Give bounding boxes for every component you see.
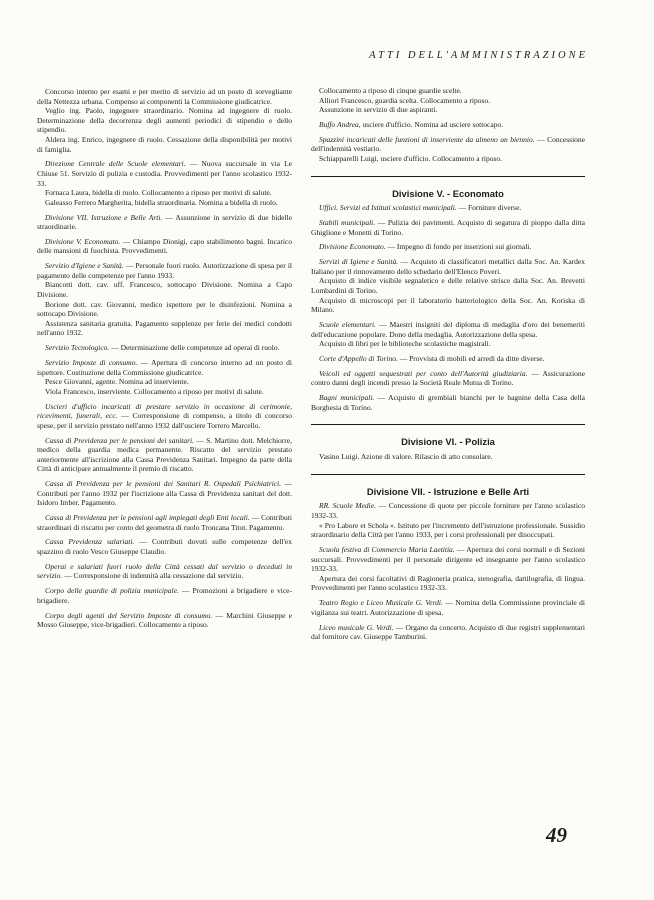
paragraph-text: — Contributi dovuti sulle competenze dell'ex spazzino di ruolo Vesco Giuseppe Claudio.	[37, 537, 293, 556]
paragraph-text: — S. Martino dott. Melchiorre, medico della guardia medica permanente. Riscatto del servizio prestato anteriormente all'iscrizione alla Cassa Previdenza Sanitari. Impegno da parte della Città di anticipare annualmente il premio di riscatto.	[37, 435, 292, 474]
paragraph	[37, 402, 292, 431]
paragraph	[311, 242, 585, 252]
paragraph-heading: Direzione Centrale delle Scuole elementari.	[45, 159, 186, 169]
section-rule	[311, 424, 585, 425]
paragraph-text: — Nomina della Commissione provinciale di vigilanza sui teatri. Autorizzazione di spesa.	[311, 598, 586, 617]
paragraph-text: Borione dott. cav. Giovanni, medico ispettore per le disinfezioni. Nomina a sottocapo Divisione.	[37, 299, 292, 319]
paragraph-text: — Apertura di concorso interno ad un posto di ispettore. Costituzione della Commissione giudicatrice.	[37, 357, 293, 377]
paragraph-text: — Impegno di fondo per inserzioni sui giornali.	[385, 242, 532, 252]
section-polizia-body	[311, 452, 585, 462]
paragraph	[311, 393, 585, 412]
paragraph	[311, 203, 585, 213]
paragraph	[37, 198, 292, 208]
paragraph	[311, 521, 585, 540]
paragraph-heading: RR. Scuole Medie.	[319, 501, 376, 511]
paragraph-heading: Servizio Tecnologico.	[45, 343, 110, 353]
paragraph	[37, 377, 292, 387]
paragraph-text: — Assunzione in servizio di due bidelle straordinarie.	[37, 212, 292, 232]
paragraph-text: — Promozioni a brigadiere e vice-brigadiere.	[37, 586, 292, 605]
paragraph	[37, 358, 292, 377]
paragraph	[37, 188, 292, 198]
paragraph	[37, 387, 292, 397]
paragraph-text: — Provvista di mobili ed arredi da ditte diverse.	[397, 353, 545, 363]
paragraph	[37, 213, 292, 232]
paragraph	[37, 261, 292, 280]
section-title-economato: Divisione V. - Economato	[392, 187, 504, 199]
paragraph-text: — Chiampo Dionigi, capo stabilimento bagni. Incarico delle mansioni di fuochista. Provvedimenti.	[37, 236, 292, 256]
paragraph	[311, 296, 585, 315]
paragraph-text: Collocamento a riposo di cinque guardie scelte.	[319, 86, 462, 95]
paragraph	[311, 218, 585, 237]
paragraph	[37, 562, 292, 581]
paragraph-heading: Bagni municipali.	[319, 393, 375, 403]
paragraph	[311, 339, 585, 349]
paragraph-text: — Organo da concerto. Acquisto di due registri supplementari dal fornitore cav. Giuseppe Tamburini.	[311, 622, 585, 642]
paragraph-text: — Corresponsione di indennità alla cessazione dal servizio.	[62, 571, 244, 581]
paragraph	[37, 237, 292, 256]
paragraph	[37, 513, 292, 532]
paragraph	[311, 120, 585, 130]
paragraph	[311, 86, 585, 96]
paragraph-heading: Uscieri d'ufficio incaricati di prestare servizio in occasione di cerimonie, ricevimenti, funerali, ecc.	[37, 401, 292, 421]
paragraph	[37, 300, 292, 319]
paragraph	[37, 343, 292, 353]
paragraph	[37, 106, 292, 135]
paragraph-heading: Corpo degli agenti del Servizio Imposte di consumo.	[45, 610, 213, 620]
left-column	[37, 87, 292, 630]
paragraph	[311, 276, 585, 295]
paragraph	[311, 96, 585, 106]
paragraph-heading: Scuole elementari.	[319, 320, 376, 329]
paragraph-heading: Corte d'Appello di Torino.	[319, 353, 398, 363]
paragraph-text: Aldera ing. Enrico, ingegnere di ruolo. Cessazione della disponibilità per motivi di famiglia.	[37, 134, 292, 154]
paragraph	[37, 159, 292, 188]
paragraph-text: Viola Francesco, inserviente. Collocamento a riposo per motivi di salute.	[45, 386, 264, 396]
paragraph-text: Assistenza sanitaria gratuita. Pagamento supplenze per ferie dei medici condotti nell'anno 1932.	[37, 318, 292, 338]
paragraph-heading: Buffo Andrea,	[319, 119, 361, 129]
paragraph	[37, 135, 292, 154]
section-title-istruzione: Divisione VII. - Istruzione e Belle Arti	[366, 485, 530, 497]
paragraph-text: — Concessione dell'indennità vestiario.	[311, 134, 585, 154]
paragraph-heading: Servizi di Igiene e Sanità.	[319, 257, 399, 267]
paragraph-text: Veglio ing. Paolo, ingegnere straordinario. Nomina ad ingegnere di ruolo. Determinazione della decorrenza degli aumenti periodici di stipendio e dello stipendio.	[37, 106, 292, 135]
paragraph-text: — Concessione di quote per piccole forniture per l'anno scolastico 1932-33.	[311, 501, 585, 521]
paragraph-text: Biancotti dott. cav. uff. Francesco, sottocapo Divisione. Nomina a Capo Divisione.	[37, 280, 292, 300]
paragraph	[37, 586, 292, 605]
paragraph-text: — Pulizia dei pavimenti. Acquisto di segatura di pioppo dalla ditta Ghiglione e Monetti di Torino.	[311, 218, 586, 237]
section-economato-body	[311, 203, 585, 412]
paragraph-heading: Cassa Previdenza salariati.	[45, 537, 135, 547]
paragraph-text: Pesce Giovanni, agente. Nomina ad inserviente.	[45, 377, 189, 387]
paragraph-text: — Apertura dei corsi normali e di Sezioni succursali. Provvedimenti per il personale dirigente ed insegnante per l'anno scolastico 1932-33.	[311, 545, 585, 574]
paragraph-text: Alliori Francesco, guardia scelta. Collocamento a riposo.	[319, 95, 490, 105]
paragraph-text: Acquisto di libri per le biblioteche scolastiche magistrali.	[319, 339, 491, 349]
paragraph	[311, 574, 585, 593]
paragraph	[311, 105, 585, 115]
paragraph-text: — Determinazione delle competenze ad operai di ruolo.	[109, 343, 280, 353]
paragraph	[37, 436, 292, 474]
paragraph-text: Galeasso Ferrero Margherita, bidella straordinaria. Nomina a bidella di ruolo.	[45, 197, 278, 207]
paragraph	[311, 501, 585, 520]
paragraph-text: Apertura dei corsi facoltativi di Ragioneria pratica, stenografia, dattilografia, di lingua. Provvedimenti per l'anno scolastico 1932-33.	[311, 573, 585, 593]
paragraph-text: — Acquisto di classificatori metallici dalla Soc. An. Kardex Italiano per il rinnovamento dello schedario dell'Elenco Poveri.	[311, 257, 585, 276]
section-title-polizia: Divisione VI. - Polizia	[401, 436, 495, 448]
paragraph-heading: Servizio d'Igiene e Sanità.	[45, 261, 124, 271]
paragraph-text: Assunzione in servizio di due aspiranti.	[319, 105, 438, 115]
right-column	[311, 86, 585, 642]
paragraph-text: Fornaca Laura, bidella di ruolo. Collocamento a riposo per motivi di salute.	[45, 188, 272, 198]
paragraph	[37, 87, 292, 106]
paragraph-text: — Maestri insigniti del diploma di medaglia d'oro dei benemeriti dell'educazione popolare. Dono della medaglia. Autorizzazione della spesa.	[311, 320, 585, 339]
paragraph-heading: Servizio Imposte di consumo.	[45, 357, 138, 367]
paragraph-heading: Spazzini incaricati delle funzioni di inserviente da almeno un biennio.	[319, 134, 535, 144]
paragraph-text: Vasino Luigi. Azione di valore. Rilascio di atto consolare.	[319, 452, 493, 462]
paragraph-text: — Contributi per l'anno 1932 per l'iscrizione alla Cassa di Previdenza sanitari del dott. Isidoro Imber. Pagamento.	[37, 479, 292, 508]
paragraph-heading: Stabili municipali.	[319, 218, 376, 228]
paragraph-heading: Teatro Regio e Liceo Musicale G. Verdi.	[319, 598, 443, 608]
paragraph	[37, 537, 292, 556]
paragraph-text: — Forniture diverse.	[456, 203, 522, 213]
paragraph-heading: Veicoli ed oggetti sequestrati per conto dell'Autorità giudiziaria.	[319, 368, 528, 378]
right-column-top	[311, 86, 585, 164]
paragraph-heading: Scuola festiva di Commercio Maria Laetitia.	[319, 545, 455, 555]
paragraph-text: — Nuova succursale in via Le Chiuse 51. Servizio di pulizia e custodia. Provvedimenti per l'anno scolastico 1932-33.	[37, 159, 293, 188]
paragraph-text: — Contributi straordinari di riscatto per conto del geometra di ruolo Troncana Titot. Pagamento.	[37, 513, 292, 532]
section-istruzione-body	[311, 501, 585, 641]
paragraph-heading: Divisione Economato.	[319, 242, 386, 252]
paragraph-text: — Marchini Giuseppe e Mosso Giuseppe, vice-brigadieri. Collocamento a riposo.	[37, 610, 292, 630]
paragraph-heading: Cassa di Previdenza per le pensioni dei Sanitari R. Ospedali Psichiatrici.	[45, 479, 282, 489]
paragraph	[311, 452, 585, 462]
paragraph	[37, 319, 292, 338]
paragraph-heading: Operai e salariati fuori ruolo della Città cessati dal servizio o deceduti in servizio.	[37, 561, 292, 581]
paragraph	[311, 598, 585, 617]
paragraph-text: — Personale fuori ruolo. Autorizzazione di spesa per il pagamento delle competenze per l'anno 1933.	[37, 261, 292, 280]
paragraph-text: « Pro Labore et Schola ». Istituto per l'incremento dell'istruzione professionale. Sussidio straordinario della Città per l'anno 1933, per i corsi professionali per disoccupati.	[311, 520, 585, 540]
paragraph	[311, 320, 585, 339]
paragraph	[311, 154, 585, 164]
paragraph	[311, 545, 585, 574]
section-rule	[311, 474, 585, 475]
page-number: 49	[546, 823, 567, 847]
paragraph-text: Schiapparelli Luigi, usciere d'ufficio. Collocamento a riposo.	[319, 153, 503, 163]
paragraph-text: — Assicurazione contro danni degli incendi presso la Società Reale Mutua di Torino.	[311, 368, 585, 388]
paragraph-text: — Corresponsione di compenso, a titolo di concorso spese, per il servizio prestato nell'anno 1932 dall'usciere Torrero Marcello.	[37, 411, 292, 430]
paragraph	[311, 135, 585, 154]
paragraph	[37, 280, 292, 299]
paragraph-heading: Divisione VII. Istruzione e Belle Arti.	[45, 212, 163, 222]
running-header: ATTI DELL'AMMINISTRAZIONE	[369, 50, 588, 61]
paragraph-text: usciere d'ufficio. Nomina ad usciere sottocapo.	[360, 119, 504, 129]
paragraph-heading: Cassa di Previdenza per le pensioni agli impiegati degli Enti locali.	[45, 513, 250, 523]
paragraph	[311, 369, 585, 388]
paragraph-text: Concorso interno per esami e per merito di servizio ad un posto di sorvegliante della Nettezza urbana. Compenso ai componenti la Commissione giudicatrice.	[37, 87, 292, 106]
paragraph-heading: Corpo delle guardie di polizia municipale.	[45, 586, 179, 596]
paragraph	[311, 257, 585, 276]
paragraph-text: Acquisto di microscopi per il laboratorio batteriologico della Soc. An. Koriska di Milano.	[311, 295, 585, 315]
paragraph	[37, 479, 292, 508]
section-rule	[311, 176, 585, 177]
paragraph-heading: Uffici. Servizi ed Istituti scolastici municipali.	[319, 203, 457, 213]
paragraph	[311, 623, 585, 642]
paragraph-heading: Cassa di Previdenza per le pensioni dei sanitari.	[45, 435, 194, 445]
paragraph-heading: Divisione V. Economato.	[45, 236, 121, 246]
paragraph-text: Acquisto di indice visibile segnaletico e delle relative strisce dalla Soc. An. Brevetti Lombardini di Torino.	[311, 276, 585, 296]
paragraph	[311, 354, 585, 364]
paragraph-text: — Acquisto di grembiali bianchi per le bagnine della Casa della Borghesia di Torino.	[311, 393, 585, 412]
paragraph	[37, 611, 292, 630]
paragraph-heading: Liceo musicale G. Verdi.	[319, 622, 394, 632]
